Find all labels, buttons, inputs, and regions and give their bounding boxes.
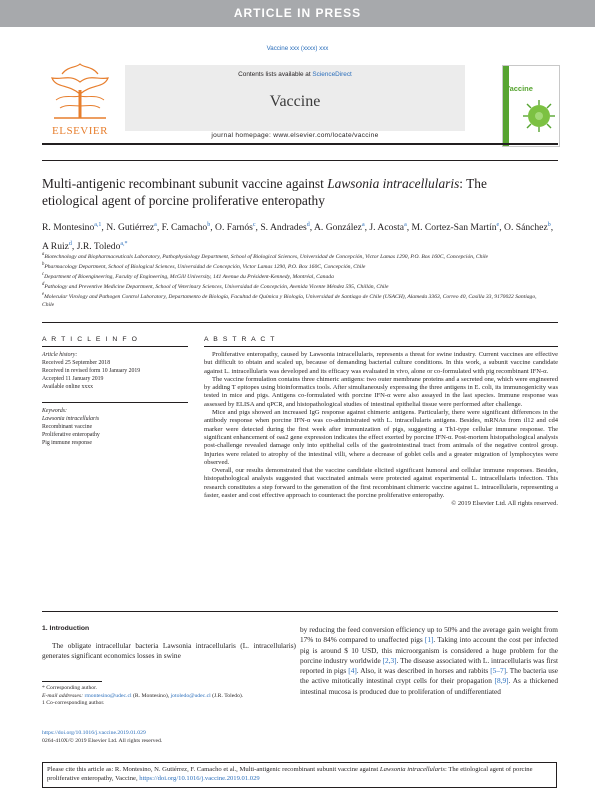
- reference-link[interactable]: [8,9]: [494, 676, 509, 686]
- section-heading: 1. Introduction: [42, 625, 90, 632]
- elsevier-tree-icon: [42, 60, 118, 138]
- history-revised: Received in revised form 10 January 2019: [42, 368, 141, 374]
- author-affiliation-marker[interactable]: e: [496, 222, 500, 228]
- history-label: Article history:: [42, 352, 78, 358]
- publisher-wordmark: ELSEVIER: [52, 125, 108, 137]
- article-in-press-banner: ARTICLE IN PRESS: [0, 0, 595, 27]
- author-name[interactable]: R. Montesino: [42, 222, 95, 234]
- abstract-rule: [204, 346, 558, 347]
- sciencedirect-link[interactable]: ScienceDirect: [312, 71, 352, 78]
- history-online: Available online xxxx: [42, 384, 94, 390]
- elsevier-logo: [42, 60, 118, 138]
- author-name[interactable]: S. Andrades: [260, 222, 307, 234]
- author-affiliation-marker[interactable]: b: [207, 222, 211, 228]
- journal-masthead: [125, 65, 465, 131]
- reference-link[interactable]: [2,3]: [382, 655, 397, 665]
- affiliation-item: [42, 271, 547, 281]
- affiliation-text: Biotechnology and Biopharmaceuticals Laboratory, Pathophysiology Department, School of Biological Sciences, Universidad de Concepción, Victor Lamas 1290, P.O. Box 160C, Concepción, Chile: [44, 253, 488, 260]
- email-note: E-mail addresses: rmontesino@udec.cl (R. Montesino), jotoledo@udec.cl (J.R. Toledo).: [42, 692, 244, 699]
- citation-box: Please cite this article as: R. Montesino, N. Gutiérrez, F. Camacho et al., Multi-antigenic recombinant subunit vaccine against Lawsonia intracellularis: The etiological agent of porcine proliferative enteropathy, Vaccine, https://doi.org/10.1016/j.vaccine.2019.01.029: [42, 762, 557, 788]
- journal-homepage-line: journal homepage: www.elsevier.com/locate/vaccine: [211, 132, 379, 139]
- affiliation-text: Pharmacology Department, School of Biological Sciences, Universidad de Concepción, Victor Lamas 1290, P.O. Box 160C, Concepción, Chile: [44, 263, 366, 270]
- header-rule-bottom: [42, 160, 558, 161]
- author-name[interactable]: A. González: [314, 222, 362, 234]
- email-link[interactable]: rmontesino@udec.cl: [84, 692, 132, 699]
- journal-title: Vaccine: [269, 93, 321, 110]
- issn-line: 0264-410X/© 2019 Elsevier Ltd. All rights reserved.: [42, 737, 163, 744]
- abstract-heading: A B S T R A C T: [204, 336, 276, 343]
- cover-journal-name: Vaccine: [505, 84, 533, 93]
- author-affiliation-marker[interactable]: c: [252, 222, 256, 228]
- author-list: R. Montesino$^{a,1}$, N. Gutiérrez$^a$, F. Camacho$^b$, O. Farnós$^c$, S. Andrades$^d$, A. González$^a$, J. Acosta$^a$, M. Cortez-San Martín$^e$, O. Sánchez$^b$, A Ruiz$^d$, J.R. Toledo$^{a,*}$: [42, 222, 554, 253]
- article-info-rule: [42, 346, 188, 347]
- affiliation-text: Department of Bioengineering, Faculty of Engineering, McGill University, 141 Avenue du Président-Kennedy, Montréal, Canada: [44, 273, 334, 280]
- reference-link[interactable]: [1]: [424, 635, 434, 645]
- article-info-heading: A R T I C L E I N F O: [42, 336, 139, 343]
- journal-cover-thumbnail: [502, 65, 560, 147]
- author-name[interactable]: N. Gutiérrez: [106, 222, 155, 234]
- doi-link[interactable]: https://doi.org/10.1016/j.vaccine.2019.01.029: [42, 730, 146, 736]
- affiliation-marker: d: [42, 282, 45, 288]
- history-accepted: Accepted 11 January 2019: [42, 376, 104, 382]
- footnotes: [42, 685, 296, 708]
- author-name[interactable]: J. Acosta: [369, 222, 405, 234]
- footnote-rule: [42, 681, 102, 682]
- abstract-paragraph: The vaccine formulation contains three chimeric antigens: two outer membrane proteins and a secreted one, which were engineered by adding T epitopes using bioinformatics tools. After simultaneously expressing the three antigens in E. coli, its immunogenicity was tested in mice and pigs. Antigens co-formulated with porcine IFN-α were also assayed in the last species. Immune response was assessed by ELISA and qPCR, and histopathological studies of intestinal epithelial tissue were performed after challenge.: [204, 375, 558, 408]
- author-name[interactable]: A Ruiz: [42, 241, 69, 253]
- abstract-paragraph: Overall, our results demonstrated that the vaccine candidate elicited significant humoral and cellular immune responses. Besides, histopathological analysis suggested that vaccinated animals were protected against experimental L. intracellularis infection. This research constitutes a step forward to the generation of the first recombinant chimeric vaccine against L. intracellularis, representing a faster, easier and cost effective approach to counteract the porcine proliferative enteropathy.: [204, 467, 558, 500]
- author-name[interactable]: F. Camacho: [161, 222, 208, 234]
- author-name[interactable]: O. Sánchez: [504, 222, 548, 234]
- author-affiliation-marker[interactable]: d: [68, 241, 72, 248]
- affiliation-marker: a: [42, 252, 45, 257]
- author-affiliation-marker[interactable]: b: [547, 222, 551, 228]
- author-affiliation-marker[interactable]: a,1: [94, 222, 102, 228]
- copyright-notice: © 2019 Elsevier Ltd. All rights reserved.: [451, 500, 558, 508]
- affiliation-text: Pathology and Preventive Medicine Department, School of Veterinary Sciences, Universidad de Concepción, Avenida Vicente Méndez 595, Chillán, Chile: [44, 284, 389, 291]
- journal-reference-link[interactable]: Vaccine xxx (xxxx) xxx: [266, 45, 329, 52]
- history-received: Received 25 September 2018: [42, 360, 111, 366]
- header-rule-top: [42, 143, 558, 145]
- intro-paragraph-left: The obligate intracellular bacteria Lawsonia intracellularis (L. intracellularis) generates significant economics losses in swine: [42, 641, 296, 661]
- keyword-item: Proliferative enteropathy: [42, 432, 100, 438]
- reference-link[interactable]: [4]: [348, 666, 357, 676]
- article-history: [42, 351, 188, 391]
- keyword-item: Pig immune response: [42, 440, 92, 446]
- affiliation-item: [42, 281, 547, 291]
- affiliation-text: Molecular Virology and Pathogen Control Laboratory, Departamento de Biología, Facultad de Química y Biología, Universidad de Santiago de Chile (USACH), Alameda 3363, Correo 40, Casilla 33, 9170022 Santiago, Chile: [42, 294, 537, 309]
- contents-available-line: Contents lists available at ScienceDirect: [238, 71, 352, 78]
- author-name[interactable]: O. Farnós: [215, 222, 253, 234]
- intro-paragraph-right: by reducing the feed conversion efficiency up to 50% and the average gain weight from 17% to 84% compared to unaffected pigs [1]. Taking into account the cost per infected pig is around $ 10 USD, this microorganism is considered a huge problem for the porcine industry worldwide [2,3]. The disease associated with L. intracellularis was first reported in pigs [4]. Also, it was described in horses and rabbits [5–7]. The bacteria use the active mitotically intestinal crypt cells for their propagation [8,9]. As a thickened intestinal mucosa is produced due to proliferation of undifferentiated: [300, 625, 559, 696]
- article-title: Multi-antigenic recombinant subunit vaccine against Lawsonia intracellularis: The etiological agent of porcine proliferative enteropathy: [42, 176, 487, 208]
- author-name[interactable]: M. Cortez-San Martín: [411, 222, 497, 234]
- corresponding-author-note: * Corresponding author.: [42, 685, 98, 691]
- author-name[interactable]: J.R. Toledo: [76, 241, 121, 253]
- journal-homepage-link[interactable]: www.elsevier.com/locate/vaccine: [273, 132, 379, 139]
- keyword-item: Lawsonia intracellularis: [42, 416, 100, 422]
- abstract-bottom-rule: [42, 611, 558, 612]
- doi-block: [42, 730, 296, 746]
- keywords-label: Keywords:: [42, 408, 67, 414]
- author-affiliation-marker[interactable]: a: [404, 222, 407, 228]
- citation-doi-link[interactable]: https://doi.org/10.1016/j.vaccine.2019.01.029: [139, 775, 260, 783]
- affiliation-marker: b: [42, 262, 45, 268]
- author-affiliation-marker[interactable]: a: [154, 222, 157, 228]
- affiliation-rule: [42, 322, 558, 323]
- affiliation-item: [42, 251, 547, 261]
- virus-illustration-icon: [503, 66, 559, 146]
- affiliation-list: [42, 251, 547, 310]
- affiliation-item: [42, 261, 547, 271]
- abstract-paragraph: Proliferative enteropathy, caused by Lawsonia intracellularis, represents a threat for swine industry. Current vaccines are effective but difficult to obtain and scaled up, because of demanding bacterial culture conditions. In this work, a subunit vaccine candidate against L. intracellularis was developed and its efficacy was evaluated in vivo, alone or co-formulated with pig recombinant IFN-α.: [204, 351, 558, 375]
- abstract-body: [204, 351, 558, 509]
- keyword-list: [42, 407, 188, 447]
- keywords-rule: [42, 402, 188, 403]
- affiliation-marker: c: [42, 272, 45, 278]
- affiliation-marker: e: [42, 292, 45, 298]
- co-author-note: 1 Co-corresponding author.: [42, 700, 105, 707]
- affiliation-item: [42, 291, 547, 309]
- author-affiliation-marker[interactable]: a: [361, 222, 365, 228]
- abstract-paragraph: Mice and pigs showed an increased IgG response against chimeric antigens. Particularly, there were significant differences in the antibody response when porcine IFN-α was co-administrated with L. intracellularis antigens. Besides, mRNAs from il12 and cd4 marker were detected during the first week after immunization of pigs, suggesting a Th1-type cellular immune response. The significant enhancement of oas2 gene expression indicates the effect exerted by porcine IFN-α. Post-mortem histopathological analysis post-challenge revealed damage only into epithelial cells of the gastrointestinal tract from animals of the negative control group. Injuries were related to atrophy of the intestinal villi, where a decrease of goblet cells and a greater migration of lymphocytes were observed.: [204, 409, 558, 466]
- keyword-item: Recombinant vaccine: [42, 424, 93, 430]
- email-link[interactable]: jotoledo@udec.cl: [170, 692, 211, 699]
- author-affiliation-marker[interactable]: a,*: [120, 241, 128, 248]
- author-affiliation-marker[interactable]: d: [306, 222, 310, 228]
- reference-link[interactable]: [5–7]: [490, 666, 507, 676]
